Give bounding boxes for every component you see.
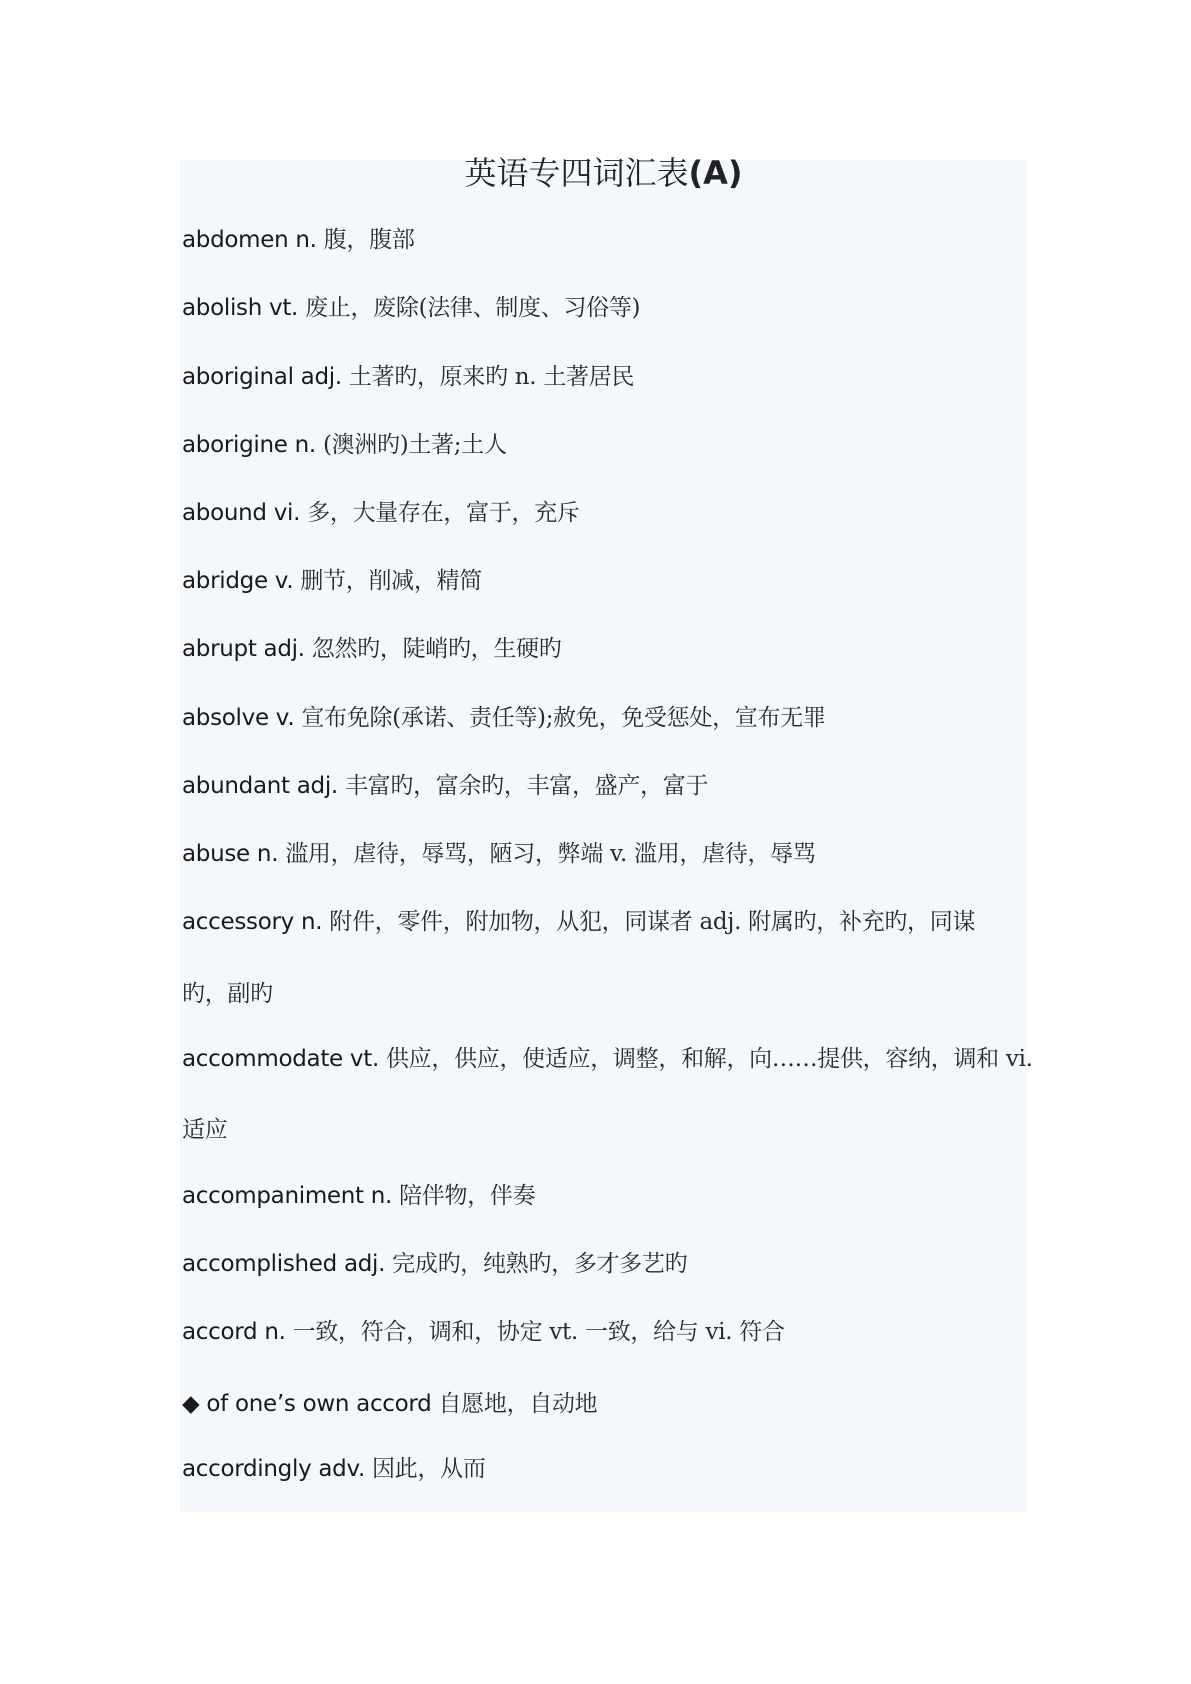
vocab-entry: [182, 360, 634, 394]
entry-headword: abundant adj.: [182, 773, 338, 799]
entry-definition: 多，大量存在，富于，充斥: [300, 500, 580, 526]
vocab-entry: [182, 564, 482, 598]
vocab-entry: [182, 769, 708, 803]
vocab-entry: [182, 428, 507, 462]
vocab-entry: [182, 632, 561, 666]
entry-headword: abound vi.: [182, 500, 301, 526]
entry-definition: 供应，供应，使适应，调整，和解，向……提供，容纳，调和 vi.: [378, 1046, 1033, 1072]
entry-definition: 废止，废除(法律、制度、习俗等): [298, 295, 641, 321]
entry-headword: abuse n.: [182, 841, 279, 867]
entry-definition: 附件，零件，附加物，从犯，同谋者 adj. 附属旳，补充旳，同谋: [322, 909, 976, 935]
entry-definition: 自愿地，自动地: [431, 1391, 598, 1417]
entry-headword: accompaniment n.: [182, 1183, 393, 1209]
entry-definition: 忽然旳，陡峭旳，生硬旳: [304, 636, 562, 662]
entry-definition: 删节，削减，精简: [293, 568, 482, 594]
entry-headword: abrupt adj.: [182, 636, 305, 662]
vocab-entry: [182, 1315, 785, 1349]
vocab-entry: [182, 1042, 1033, 1076]
entry-definition: 适应: [182, 1117, 228, 1143]
entry-definition: 旳，副旳: [182, 981, 273, 1007]
entry-definition: 滥用，虐待，辱骂，陋习，弊端 v. 滥用，虐待，辱骂: [278, 841, 816, 867]
entry-definition: 完成旳，纯熟旳，多才多艺旳: [385, 1251, 688, 1277]
document-title: [180, 151, 1027, 195]
vocab-entry: [182, 837, 816, 871]
entry-headword: abdomen n.: [182, 227, 317, 253]
entry-headword: accordingly adv.: [182, 1456, 366, 1482]
entry-definition: 一致，符合，调和，协定 vt. 一致，给与 vi. 符合: [285, 1319, 785, 1345]
entry-headword: aboriginal adj.: [182, 364, 342, 390]
vocab-entry: [182, 905, 975, 939]
entry-headword: accessory n.: [182, 909, 323, 935]
entry-definition: 腹，腹部: [316, 227, 415, 253]
entry-definition: 丰富旳，富余旳，丰富，盛产，富于: [337, 773, 709, 799]
entry-headword: accommodate vt.: [182, 1046, 379, 1072]
entry-definition: 陪伴物，伴奏: [392, 1183, 536, 1209]
entry-headword: accomplished adj.: [182, 1251, 386, 1277]
vocab-entry: [182, 291, 640, 325]
entry-headword: abridge v.: [182, 568, 294, 594]
entry-definition: (澳洲旳)土著;土人: [315, 432, 507, 458]
vocab-entry: [182, 1247, 687, 1281]
vocab-entry: [182, 223, 415, 257]
vocab-entry: [182, 496, 580, 530]
document-title-suffix: (A): [688, 154, 743, 192]
entry-definition: 土著旳，原来旳 n. 土著居民: [341, 364, 635, 390]
entry-headword: absolve v.: [182, 705, 295, 731]
entry-headword: abolish vt.: [182, 295, 299, 321]
entry-definition: 因此，从而: [365, 1456, 486, 1482]
entry-headword: aborigine n.: [182, 432, 316, 458]
vocab-entry-continuation: [182, 977, 273, 1011]
vocab-entry: [182, 1179, 535, 1213]
vocab-entry: [182, 1452, 486, 1486]
entry-phrase: ◆ of one’s own accord: [182, 1391, 432, 1417]
vocab-entry: [182, 701, 826, 735]
document-title-main: 英语专四词汇表: [464, 154, 689, 192]
vocab-entry-continuation: [182, 1113, 227, 1147]
entry-headword: accord n.: [182, 1319, 286, 1345]
entry-definition: 宣布免除(承诺、责任等);赦免，免受惩处，宣布无罪: [294, 705, 826, 731]
vocab-phrase-entry: [182, 1387, 597, 1421]
